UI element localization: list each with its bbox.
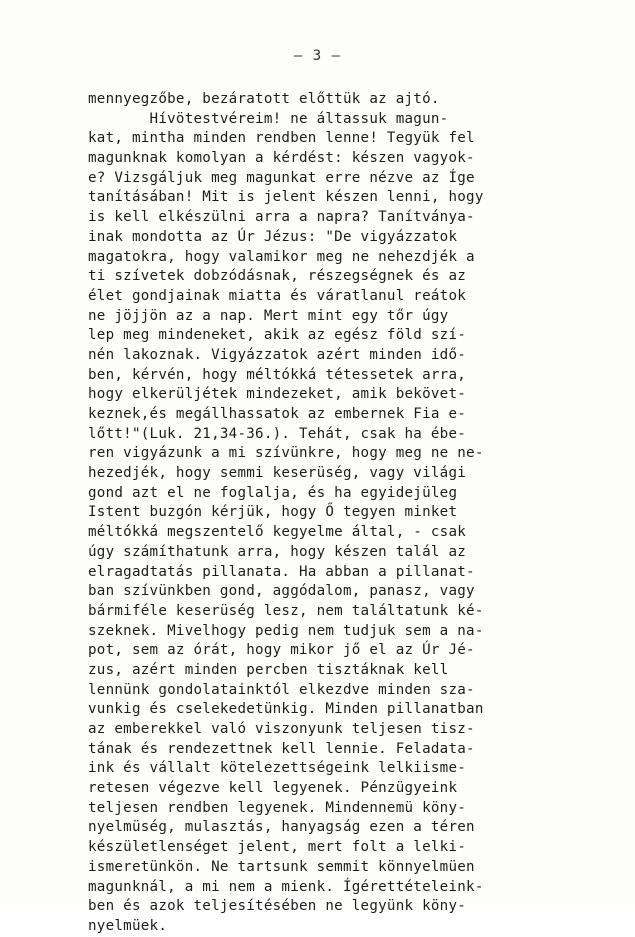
text-line: ink és vállalt kötelezettségeink lelkiisme- (88, 760, 467, 777)
text-line: ti szívetek dobzódásnak, részegségnek és az (88, 268, 467, 285)
body-text (88, 90, 608, 937)
text-line: keznek,és megállhassatok az embernek Fia e- (88, 406, 467, 422)
text-line: nyelmüség, mulasztás, hanyagság ezen a téren (88, 819, 475, 836)
text-line: készületlenséget jelent, mert folt a lelki- (88, 839, 467, 856)
text-line: méltókká megszentelő kegyelme által, - csak (88, 524, 467, 541)
text-line: ismeretünkön. Ne tartsunk semmit könnyelmüen (88, 858, 475, 875)
text-line: kat, mintha minden rendben lenne! Tegyük fel (88, 130, 475, 147)
text-line: nén lakoznak. Vigyázzatok azért minden idő- (88, 346, 467, 363)
text-line: Istent buzgón kérjük, hogy Ő tegyen minket (88, 504, 458, 521)
text-line: gond azt el ne foglalja, és ha egyidejüleg (88, 484, 458, 501)
text-line: e? Vizsgáljuk meg magunkat erre nézve az Íge (88, 169, 475, 186)
text-line: hezedjék, hogy semmi keserüség, vagy világi (88, 465, 467, 482)
text-line: ben és azok teljesítésében ne legyünk köny- (88, 898, 467, 915)
text-line: is kell elkészülni arra a napra? Tanítványa- (88, 209, 475, 226)
text-line: bármiféle keserüség lesz, nem találtatunk ké- (88, 602, 484, 619)
text-line: magatokra, hogy valamikor meg ne nehezdjék a (88, 248, 475, 265)
text-line: lep meg mindeneket, akik az egész föld szí- (88, 327, 467, 344)
text-line: teljesen rendben legyenek. Mindennemü köny- (88, 799, 467, 816)
text-line: lőtt!"(Luk. 21,34-36.). Tehát, csak ha ébe- (88, 425, 467, 442)
text-line: nyelmüek. (88, 917, 168, 934)
text-line: tanításában! Mit is jelent készen lenni, hogy (88, 189, 484, 206)
text-line: magunknál, a mi nem a mienk. Ígérettételeink- (88, 878, 484, 895)
text-line: zus, azért minden percben tisztáknak kell (88, 661, 449, 678)
text-line: magunknak komolyan a kérdést: készen vagyok- (88, 150, 475, 167)
text-line: tának és rendezettnek kell lennie. Feladata- (88, 740, 475, 757)
text-line: inak mondotta az Úr Jézus: "De vigyázzatok (88, 228, 458, 245)
text-line: mennyegzőbe, bezáratott előttük az ajtó. (88, 91, 440, 107)
text-line: hogy elkerüljétek mindezeket, amik bekövet- (88, 386, 467, 403)
text-line: ren vigyázunk a mi szívünkre, hogy meg ne ne- (88, 445, 484, 462)
text-line: pot, sem az órát, hogy mikor jő el az Úr Jé- (88, 642, 475, 659)
text-line: lennünk gondolatainktól elkezdve minden sza- (88, 681, 475, 698)
text-line: ben, kérvén, hogy méltókká tétessetek arra, (88, 366, 467, 383)
text-line: élet gondjainak miatta és váratlanul reátok (88, 287, 467, 304)
page-number: — 3 — (293, 48, 342, 64)
text-line: vunkig és cselekedetünkig. Minden pillanatban (88, 701, 484, 718)
text-line: ban szívünkben gond, aggódalom, panasz, vagy (88, 583, 475, 600)
text-line: ne jöjjön az a nap. Mert mint egy tőr úgy (88, 307, 449, 324)
text-line: úgy számíthatunk arra, hogy készen talál az (88, 543, 467, 560)
text-line: elragadtatás pillanata. Ha abban a pillanat- (88, 563, 475, 580)
text-line: szeknek. Mivelhogy pedig nem tudjuk sem a na- (88, 622, 484, 639)
text-line: az emberekkel való viszonyunk teljesen tisz- (88, 721, 475, 737)
text-line: retesen végezve kell legyenek. Pénzügyeink (88, 780, 458, 797)
text-line: Hívötestvéreim! ne áltassuk magun- (88, 110, 449, 127)
